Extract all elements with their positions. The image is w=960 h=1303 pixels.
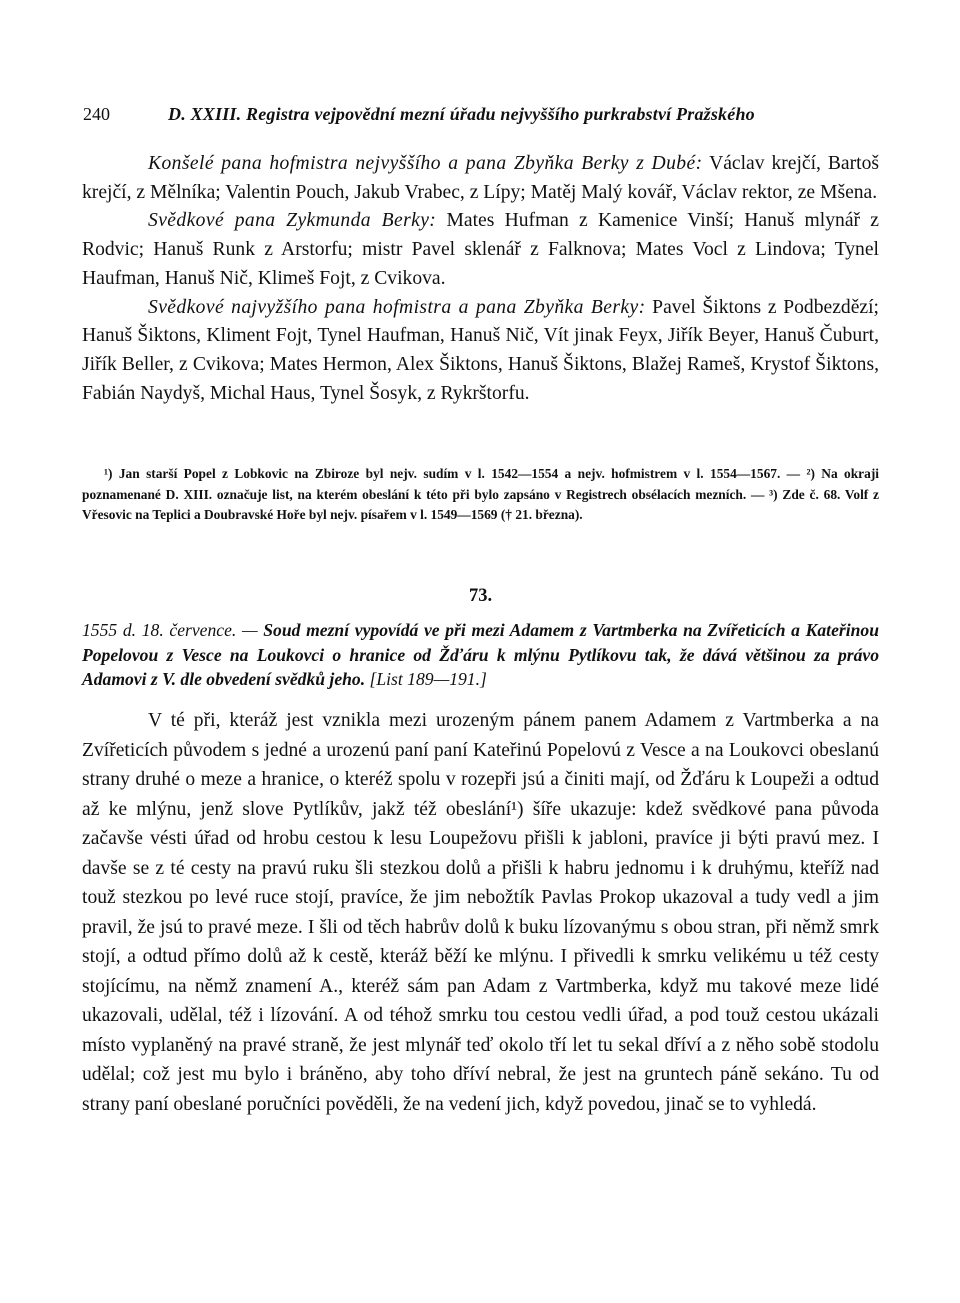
paragraph-text: Pavel Šiktons z Podbezdězí; Hanuš Šiktons, Kliment Fojt, Tynel Haufman, Hanuš Nič, Vít jinak Feyx, Jiřík Beyer, Hanuš Čuburt, Jiřík Beller, z Cvikova; Mates Hermon, Alex Šiktons, Hanuš Šiktons, Blažej Rameš, Krystof Šiktons, Fabián Naydyš, Michal Haus, Tynel Šosyk, z Rykrštorfu. (82, 296, 879, 404)
page-header (82, 104, 879, 134)
running-title: D. XXIII. Registra vejpovědní mezní úřadu nejvyššího purkrabství Pražského (168, 104, 755, 124)
regest-text: Soud mezní vypovídá ve při mezi Adamem z Vartmberka na Zvířeticích a Kateřinou Popelovou z Vesce na Loukovci o hranice od Žďáru k mlýnu Pytlíkovu tak, že dává většinou za právo Adamovi z V. dle obvedení svědků jeho. (82, 620, 879, 690)
regest-date: 1555 d. 18. července. — (82, 620, 258, 640)
regest-paragraph (82, 618, 879, 692)
paragraph-svedkove-zykmunda (82, 207, 879, 293)
footnote-text: ¹) Jan starší Popel z Lobkovic na Zbiroze byl nejv. sudím v l. 1542—1554 a nejv. hofmistrem v l. 1554—1567. — ²) Na okraji poznamenané D. XIII. označuje list, na kterém obeslání k této při bylo zapsáno v Registrech obsélacích mezních. — ³) Zde č. 68. Volf z Vřesovic na Teplici a Doubravské Hoře byl nejv. písařem v l. 1549—1569 († 21. března). (82, 466, 879, 522)
witness-lists (82, 150, 879, 408)
paragraph-lead: Svědkové najvyžšího pana hofmistra a pana Zbyňka Berky: (148, 296, 646, 318)
footnotes (82, 464, 879, 526)
document-body (82, 706, 879, 1119)
page-number: 240 (83, 104, 110, 124)
regest-source: [List 189—191.] (365, 669, 487, 690)
body-paragraph: V té při, kteráž jest vznikla mezi urozeným pánem panem Adamem z Vartmberka a na Zvířeticích původem s jedné a urozenú paní paní Kateřinú Popelovú z Vesce a na Loukovci obeslanú strany druhé o meze a hranice, o kteréž spolu v rozepři jsú a činiti mají, od Žďáru k Loupeži a odtud až ke mlýnu, jenž slove Pytlíkův, jakž též obeslání¹) šíře ukazuje: kdež svědkové pana původa začavše vésti úřad od hrobu cestou k lesu Loupežovu přišli k jabloni, pravíce ji býti pravú mez. I davše se z té cesty na pravú ruku šli stezkou dolů a přišli k habru jednomu i k druhýmu, kteříž nad touž stezkou po levé ruce stojí, pravíce, že jim nebožtík Pavlas Prokop ukazoval a tudy vedl a jim pravil, že jsú to pravé meze. I šli od těch habrův dolů k buku lízovanýmu s obou stran, při němž smrk stojí, a odtud přímo dolů až k cestě, kteráž běží ke mlýnu. I přivedli k smrku velikému u též cesty stojícímu, na němž znamení A., kteréž sám pan Adam z Vartmberka, když mu takové meze lidé ukazovali, udělal, též i lízování. A od téhož smrku tou cestou vedli úřad, a pod touž cestou ukázali místo vyplaněný na pravé straně, že jest mlynář teď okolo tří let tu sekal dříví a z něho sobě stodolu udělal; což jest mu bylo i bráněno, aby toho dříví nebral, že jest na gruntech páně sekáno. Tu od strany paní obeslané poručníci pověděli, že na vedení jich, když povedou, jinač se to vyhledá. (82, 710, 879, 1115)
document-regest (82, 618, 879, 692)
paragraph-lead: Svědkové pana Zykmunda Berky: (148, 210, 437, 232)
paragraph-svedkove-hofmistra (82, 294, 879, 409)
paragraph-text: Václav krejčí, Bartoš krejčí, z Mělníka; Valentin Pouch, Jakub Vrabec, z Lípy; Matěj Malý kovář, Václav rektor, ze Mšena. (82, 153, 880, 203)
paragraph-konsele (82, 150, 879, 207)
paragraph-lead: Konšelé pana hofmistra nejvyššího a pana Zbyňka Berky z Dubé: (148, 153, 703, 174)
document-number: 73. (468, 586, 493, 606)
paragraph-text: Mates Hufman z Kamenice Vinší; Hanuš mlynář z Rodvic; Hanuš Runk z Arstorfu; mistr Pavel sklenář z Falknova; Mates Vocl z Lindova; Tynel Haufman, Hanuš Nič, Klimeš Fojt, z Cvikova. (82, 210, 879, 289)
